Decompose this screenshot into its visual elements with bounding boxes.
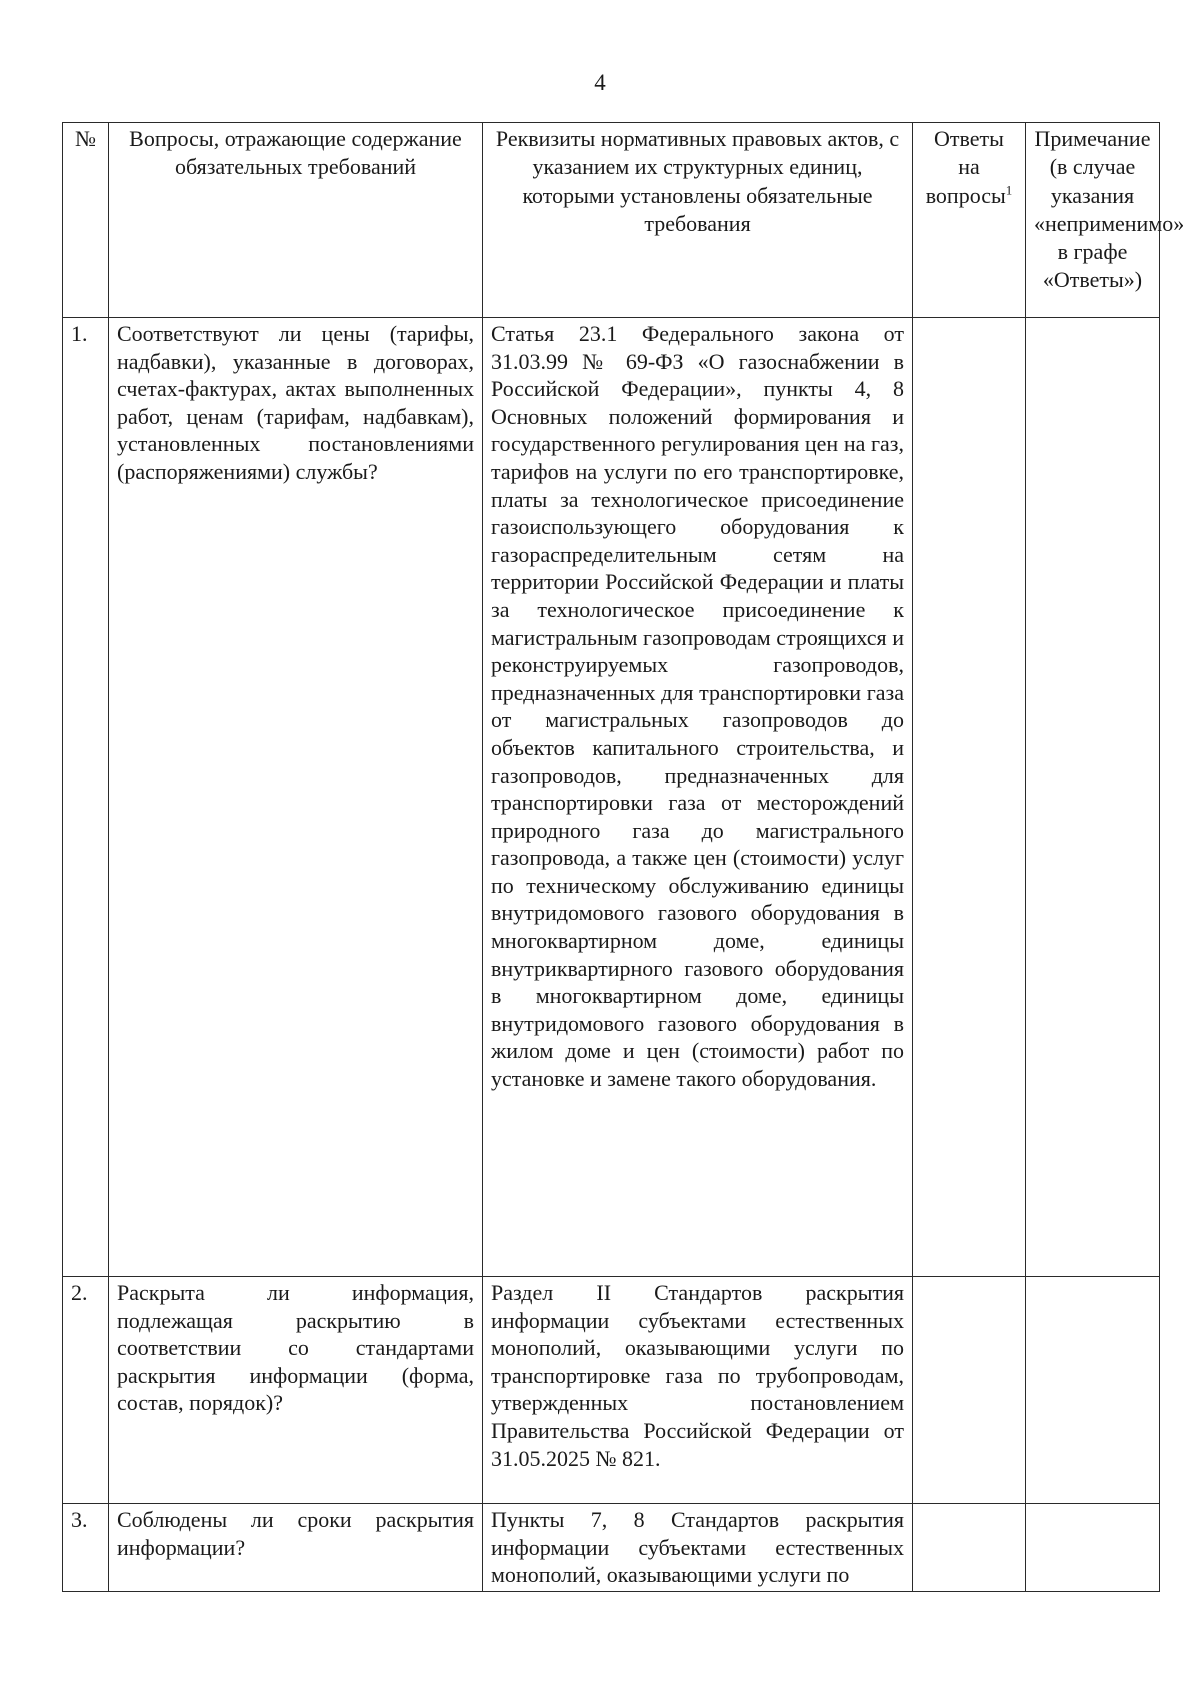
checklist-table [62, 122, 1185, 1592]
row-requisites: Пункты 7, 8 Стандартов раскрытия информации субъектами естественных монополий, оказывающими услуги по [483, 1504, 913, 1592]
row-number: 1. [63, 318, 109, 1277]
header-question: Вопросы, отражающие содержание обязательных требований [109, 123, 483, 318]
row-note-cell [1026, 1277, 1160, 1504]
row-answer-cell [913, 1277, 1026, 1504]
table-row [63, 1277, 1160, 1504]
row-requisites: Раздел II Стандартов раскрытия информации субъектами естественных монополий, оказывающими услуги по транспортировке газа по трубопроводам, утвержденных постановлением Правительства Российской Федерации от 31.05.2025 № 821. [483, 1277, 913, 1504]
row-note-cell [1026, 318, 1160, 1277]
row-question: Раскрыта ли информация, подлежащая раскрытию в соответствии со стандартами раскрытия информации (форма, состав, порядок)? [109, 1277, 483, 1504]
header-answers-text: Ответы на вопросы [925, 126, 1006, 208]
row-question: Соответствуют ли цены (тарифы, надбавки), указанные в договорах, счетах-фактурах, актах выполненных работ, ценам (тарифам, надбавкам), установленных постановлениями (распоряжениями) службы? [109, 318, 483, 1277]
header-number: № [63, 123, 109, 318]
row-question: Соблюдены ли сроки раскрытия информации? [109, 1504, 483, 1592]
row-answer-cell [913, 318, 1026, 1277]
row-answer-cell [913, 1504, 1026, 1592]
table-row [63, 1504, 1160, 1592]
footnote-marker: 1 [1005, 182, 1013, 198]
table-header-row [63, 123, 1160, 318]
row-number: 3. [63, 1504, 109, 1592]
header-note: Примечание (в случае указания «неприменимо» в графе «Ответы») [1026, 123, 1160, 318]
row-number: 2. [63, 1277, 109, 1504]
row-requisites: Статья 23.1 Федерального закона от 31.03.99 № 69-ФЗ «О газоснабжении в Российской Федерации», пункты 4, 8 Основных положений формирования и государственного регулирования цен на газ, тарифов на услуги по его транспортировке, платы за технологическое присоединение газоиспользующего оборудования к газораспределительным сетям на территории Российской Федерации и платы за технологическое присоединение к магистральным газопроводам строящихся и реконструируемых газопроводов, предназначенных для транспортировки газа от магистральных газопроводов до объектов капитального строительства, и газопроводов, предназначенных для транспортировки газа от месторождений природного газа до магистрального газопровода, а также цен (стоимости) услуг по техническому обслуживанию единицы внутридомового газового оборудования в многоквартирном доме, единицы внутриквартирного газового оборудования в многоквартирном доме, единицы внутридомового газового оборудования в жилом доме и цен (стоимости) работ по установке и замене такого оборудования. [483, 318, 913, 1277]
header-requisites: Реквизиты нормативных правовых актов, с указанием их структурных единиц, которыми установлены обязательные требования [483, 123, 913, 318]
row-note-cell [1026, 1504, 1160, 1592]
table-row [63, 318, 1160, 1277]
header-answers [913, 123, 1026, 318]
page-number: 4 [594, 70, 606, 95]
